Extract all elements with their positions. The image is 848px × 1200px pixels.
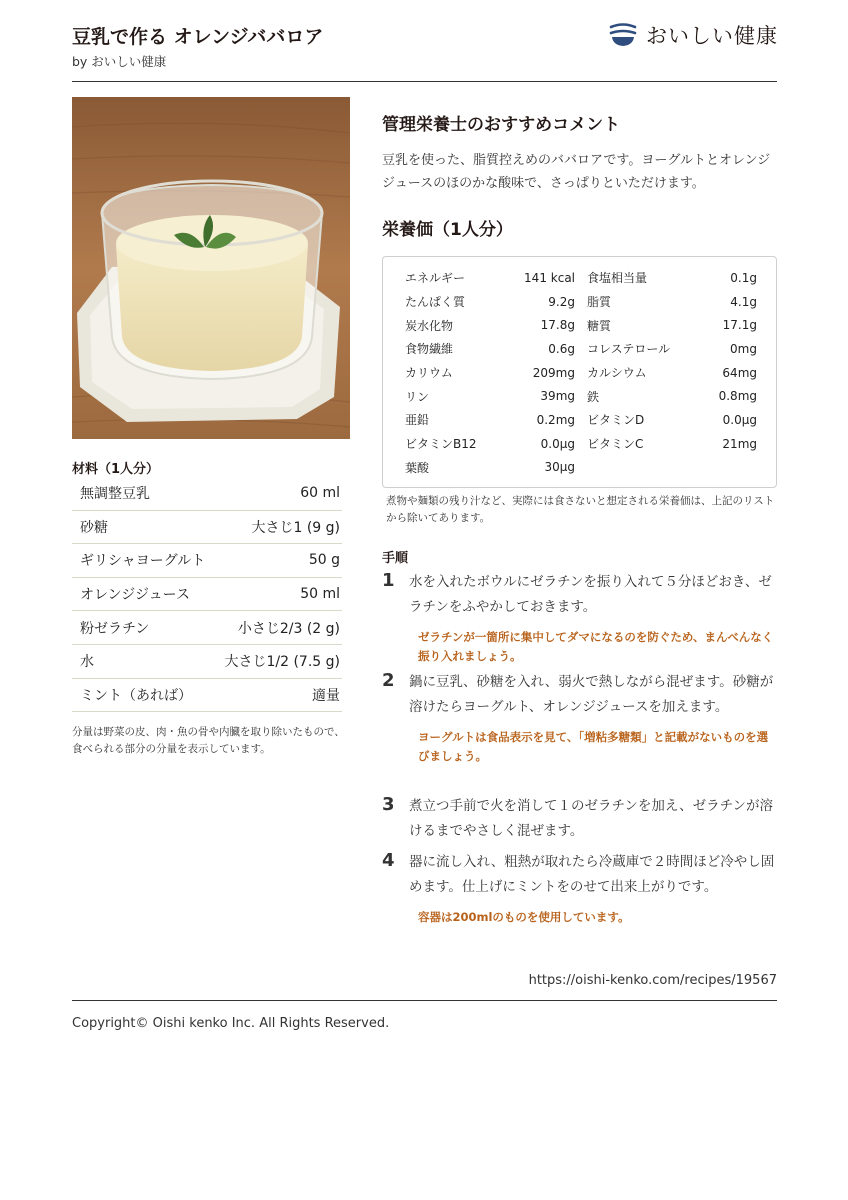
step-text: 煮立つ手前で火を消して１のゼラチンを加え、ゼラチンが溶けるまでやさしく混ぜます。 (409, 798, 773, 839)
header-divider (72, 81, 777, 82)
ingredient-name: 砂糖 (80, 519, 108, 536)
step-text: 器に流し入れ、粗熱が取れたら冷蔵庫で２時間ほど冷やし固めます。仕上げにミントをのせて出来上がりです。 (409, 854, 775, 895)
nutrition-row (405, 266, 575, 290)
nutrient-value: 17.8g (540, 318, 575, 333)
nutrient-name: ビタミンB12 (405, 437, 477, 452)
ingredient-row (72, 477, 342, 511)
step-1 (382, 570, 777, 666)
nutrient-value: 0.6g (548, 341, 575, 356)
step-2 (382, 670, 777, 766)
copyright-text: Copyright© Oishi kenko Inc. All Rights Reserved. (72, 1016, 390, 1031)
nutrition-table (382, 256, 777, 488)
nutrition-row (405, 361, 575, 385)
step-number: 4 (382, 850, 395, 871)
nutrition-row (405, 313, 575, 337)
nutrient-value: 64mg (722, 365, 757, 380)
step-tip: 容器は200mlのものを使用しています。 (418, 910, 630, 924)
recipe-photo (72, 97, 350, 439)
step-number: 3 (382, 794, 395, 815)
nutrition-row (587, 432, 757, 456)
bowl-logo-icon (608, 20, 638, 50)
nutrient-name: 食塩相当量 (587, 271, 648, 286)
logo-text: おいしい健康 (646, 24, 778, 48)
nutrient-value: 17.1g (722, 318, 757, 333)
step-tip: ゼラチンが一箇所に集中してダマになるのを防ぐため、まんべんなく振り入れましょう。 (418, 630, 774, 663)
ingredient-name: ギリシャヨーグルト (80, 553, 206, 570)
nutrient-name: 葉酸 (405, 460, 430, 475)
step-4 (382, 850, 777, 927)
nutrient-name: 糖質 (587, 318, 612, 333)
ingredient-amount: 適量 (312, 687, 340, 704)
ingredients-heading: 材料（1人分） (72, 462, 160, 477)
nutrition-row (405, 432, 575, 456)
ingredient-name: オレンジジュース (80, 587, 190, 604)
nutrition-row (587, 361, 757, 385)
nutrient-name: コレステロール (587, 342, 671, 357)
ingredient-row (72, 611, 342, 645)
ingredient-amount: 小さじ2/3 (2 g) (237, 620, 340, 637)
nutrition-row (587, 337, 757, 361)
nutrition-column-left (405, 266, 575, 479)
nutrient-value: 0.0μg (540, 436, 575, 451)
nutrient-value: 39mg (540, 389, 575, 404)
ingredient-name: 粉ゼラチン (80, 620, 150, 637)
brand-logo[interactable] (608, 20, 778, 50)
nutrient-name: ビタミンC (587, 437, 644, 452)
nutrient-name: 鉄 (587, 389, 600, 404)
ingredient-amount: 50 ml (300, 586, 340, 603)
nutrition-row (405, 456, 575, 480)
ingredient-name: 水 (80, 654, 94, 671)
nutrition-row (587, 384, 757, 408)
recommend-heading: 管理栄養士のおすすめコメント (382, 115, 621, 135)
ingredient-row (72, 645, 342, 679)
nutrient-value: 0mg (730, 341, 757, 356)
step-tip: ヨーグルトは食品表示を見て、「増粘多糖類」と記載がないものを選びましょう。 (418, 730, 769, 763)
ingredients-note: 分量は野菜の皮、肉・魚の骨や内臓を取り除いたもので、 食べられる部分の分量を表示しています。 (72, 726, 345, 755)
nutrition-row (587, 290, 757, 314)
nutrition-heading: 栄養価（1人分） (382, 220, 513, 240)
nutrition-row (587, 408, 757, 432)
nutrient-name: ビタミンD (587, 413, 645, 428)
footer-divider (72, 1000, 777, 1001)
step-number: 1 (382, 570, 395, 591)
nutrient-value: 141 kcal (524, 270, 575, 285)
ingredient-name: 無調整豆乳 (80, 486, 150, 503)
nutrient-value: 209mg (532, 365, 575, 380)
nutrient-value: 0.8mg (718, 389, 757, 404)
nutrient-value: 0.1g (730, 270, 757, 285)
recipe-url-link[interactable]: https://oishi-kenko.com/recipes/19567 (528, 973, 777, 988)
step-text: 水を入れたボウルにゼラチンを振り入れて５分ほどおき、ゼラチンをふやかしておきます。 (409, 574, 772, 615)
nutrition-row (405, 408, 575, 432)
ingredient-amount: 大さじ1 (9 g) (251, 519, 340, 536)
ingredient-row (72, 679, 342, 713)
nutrient-value: 9.2g (548, 294, 575, 309)
nutrition-row (587, 266, 757, 290)
nutrition-row (587, 313, 757, 337)
ingredient-amount: 60 ml (300, 485, 340, 502)
nutrient-value: 21mg (722, 436, 757, 451)
nutrition-row (405, 290, 575, 314)
nutrient-name: エネルギー (405, 271, 466, 286)
nutrition-column-right (587, 266, 757, 456)
nutrient-name: 炭水化物 (405, 318, 454, 333)
nutrition-row (405, 337, 575, 361)
nutrition-note: 煮物や麺類の残り汁など、実際には食さないと想定される栄養価は、上記のリストから除いてあります。 (386, 495, 775, 524)
nutrition-row (405, 384, 575, 408)
nutrient-name: カリウム (405, 366, 453, 381)
ingredients-list (72, 477, 342, 712)
ingredient-row (72, 578, 342, 612)
ingredient-amount: 50 g (308, 552, 340, 569)
nutrient-value: 0.2mg (536, 412, 575, 427)
ingredient-name: ミント（あれば） (80, 687, 192, 704)
step-number: 2 (382, 670, 395, 691)
nutrient-name: カルシウム (587, 366, 647, 381)
ingredient-amount: 大さじ1/2 (7.5 g) (224, 654, 340, 671)
nutrient-value: 0.0μg (722, 412, 757, 427)
step-3 (382, 794, 777, 844)
nutrient-name: たんぱく質 (405, 295, 466, 310)
ingredient-row (72, 544, 342, 578)
nutrient-name: リン (405, 389, 430, 404)
recipe-title: 豆乳で作る オレンジババロア (72, 26, 324, 48)
nutrient-name: 脂質 (587, 295, 612, 310)
nutrient-value: 30μg (544, 460, 575, 475)
steps-heading: 手順 (382, 551, 409, 566)
step-text: 鍋に豆乳、砂糖を入れ、弱火で熱しながら混ぜます。砂糖が溶けたらヨーグルト、オレンジジュースを加えます。 (409, 674, 774, 715)
nutrient-value: 4.1g (730, 294, 757, 309)
nutrient-name: 亜鉛 (405, 413, 430, 428)
author-byline: by おいしい健康 (72, 54, 167, 69)
ingredient-row (72, 511, 342, 545)
recommend-text: 豆乳を使った、脂質控えめのババロアです。ヨーグルトとオレンジジュースのほのかな酸味で、さっぱりといただけます。 (382, 153, 771, 191)
nutrient-name: 食物繊維 (405, 342, 454, 357)
